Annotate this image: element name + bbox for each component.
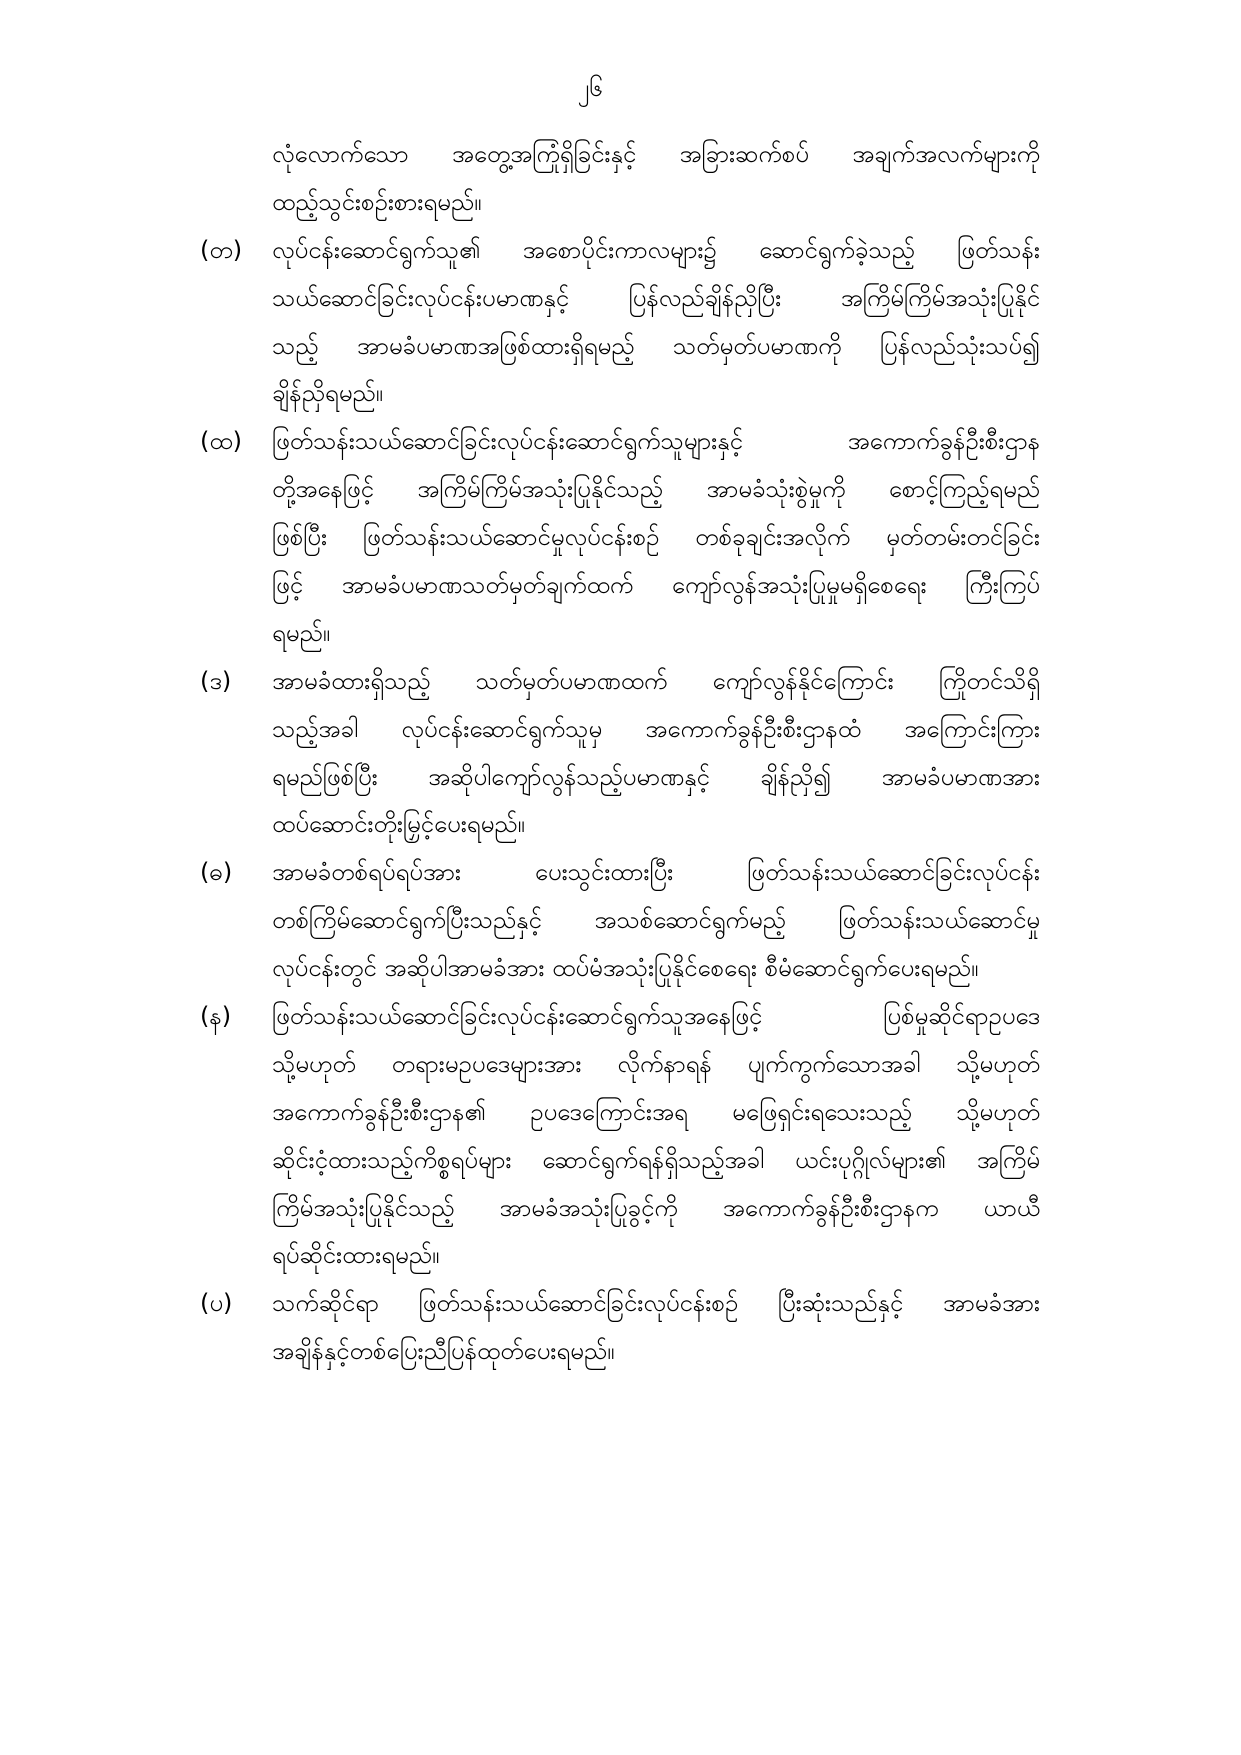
clause-hta — [200, 418, 1040, 657]
text-line: လုပ်ငန်းဆောင်ရွက်သူ၏ အစောပိုင်းကာလများ၌ ဆောင်ရွက်ခဲ့သည့် ဖြတ်သန်း — [272, 235, 1040, 264]
clause-ta — [200, 227, 1040, 419]
text-line: အကောက်ခွန်ဦးစီးဌာန၏ ဥပဒေကြောင်းအရ မဖြေရှင်းရသေးသည့် သို့မဟုတ် — [272, 1097, 1040, 1126]
text-line: အချိန်နှင့်တစ်ပြေးညီပြန်ထုတ်ပေးရမည်။ — [272, 1337, 615, 1366]
text-line: သည့် အာမခံပမာဏအဖြစ်ထားရှိရမည့် သတ်မှတ်ပမာဏကို ပြန်လည်သုံးသပ်၍ — [272, 331, 1040, 360]
clause-label: (တ) — [200, 235, 243, 264]
clause-pa — [200, 1280, 1040, 1376]
clause-da — [200, 658, 1040, 850]
text-line: တို့အနေဖြင့် အကြိမ်ကြိမ်အသုံးပြုနိုင်သည့် အာမခံသုံးစွဲမှုကို စောင့်ကြည့်ရမည် — [272, 475, 1040, 504]
text-line: တစ်ကြိမ်ဆောင်ရွက်ပြီးသည်နှင့် အသစ်ဆောင်ရွက်မည့် ဖြတ်သန်းသယ်ဆောင်မှု — [272, 906, 1040, 935]
text-line: ဆိုင်းငံ့ထားသည့်ကိစ္စရပ်များ ဆောင်ရွက်ရန်ရှိသည့်အခါ ယင်းပုဂ္ဂိုလ်များ၏ အကြိမ် — [272, 1145, 1040, 1174]
text-line: ရမည်။ — [272, 618, 330, 647]
text-line: သည့်အခါ လုပ်ငန်းဆောင်ရွက်သူမှ အကောက်ခွန်ဦးစီးဌာနထံ အကြောင်းကြား — [272, 714, 1040, 743]
text-line: အာမခံထားရှိသည့် သတ်မှတ်ပမာဏထက် ကျော်လွန်နိုင်ကြောင်း ကြိုတင်သိရှိ — [272, 666, 1040, 695]
text-line: အာမခံတစ်ရပ်ရပ်အား ပေးသွင်းထားပြီး ဖြတ်သန်းသယ်ဆောင်ခြင်းလုပ်ငန်း — [272, 858, 1040, 887]
text-line: ကြိမ်အသုံးပြုနိုင်သည့် အာမခံအသုံးပြုခွင့်ကို အကောက်ခွန်ဦးစီးဌာနက ယာယီ — [272, 1193, 1040, 1222]
clause-label: (ဓ) — [200, 858, 233, 887]
text-line: ထပ်ဆောင်းတိုးမြှင့်ပေးရမည်။ — [272, 810, 525, 839]
text-line: ဖြစ်ပြီး ဖြတ်သန်းသယ်ဆောင်မှုလုပ်ငန်းစဉ် တစ်ခုချင်းအလိုက် မှတ်တမ်းတင်ခြင်း — [272, 523, 1040, 552]
document-body — [200, 131, 1040, 1376]
text-line: သို့မဟုတ် တရားမဥပဒေများအား လိုက်နာရန် ပျက်ကွက်သောအခါ သို့မဟုတ် — [272, 1049, 1040, 1078]
page-number: ၂၆ — [577, 74, 603, 102]
clause-label: (ထ) — [200, 427, 242, 456]
text-line: သက်ဆိုင်ရာ ဖြတ်သန်းသယ်ဆောင်ခြင်းလုပ်ငန်းစဉ် ပြီးဆုံးသည်နှင့် အာမခံအား — [272, 1289, 1040, 1318]
text-line: လုံလောက်သော အတွေ့အကြုံရှိခြင်းနှင့် အခြားဆက်စပ် အချက်အလက်များကို — [272, 140, 1040, 168]
text-line: ချိန်ညှိရမည်။ — [272, 379, 383, 408]
text-line: လုပ်ငန်းတွင် အဆိုပါအာမခံအား ထပ်မံအသုံးပြုနိုင်စေရေး စီမံဆောင်ရွက်ပေးရမည်။ — [272, 954, 979, 983]
text-line: ရမည်ဖြစ်ပြီး အဆိုပါကျော်လွန်သည့်ပမာဏနှင့် ချိန်ညှိ၍ အာမခံပမာဏအား — [272, 762, 1040, 791]
clause-na — [200, 993, 1040, 1280]
text-line: ရပ်ဆိုင်းထားရမည်။ — [272, 1241, 440, 1270]
paragraph-continuation — [200, 131, 1040, 227]
text-line: သယ်ဆောင်ခြင်းလုပ်ငန်းပမာဏနှင့် ပြန်လည်ချိန်ညှိပြီး အကြိမ်ကြိမ်အသုံးပြုနိုင် — [272, 283, 1040, 312]
text-line: ဖြတ်သန်းသယ်ဆောင်ခြင်းလုပ်ငန်းဆောင်ရွက်သူအနေဖြင့် ပြစ်မှုဆိုင်ရာဥပဒေ — [272, 1002, 1040, 1031]
text-line: ဖြင့် အာမခံပမာဏသတ်မှတ်ချက်ထက် ကျော်လွန်အသုံးပြုမှုမရှိစေရေး ကြီးကြပ် — [272, 571, 1040, 600]
text-line: ထည့်သွင်းစဉ်းစားရမည်။ — [272, 187, 482, 216]
clause-dha — [200, 849, 1040, 993]
text-line: ဖြတ်သန်းသယ်ဆောင်ခြင်းလုပ်ငန်းဆောင်ရွက်သူများနှင့် အကောက်ခွန်ဦးစီးဌာန — [272, 427, 1040, 456]
clause-label: (ဒ) — [200, 666, 232, 695]
clause-label: (ပ) — [200, 1289, 233, 1318]
clause-label: (န) — [200, 1002, 232, 1031]
